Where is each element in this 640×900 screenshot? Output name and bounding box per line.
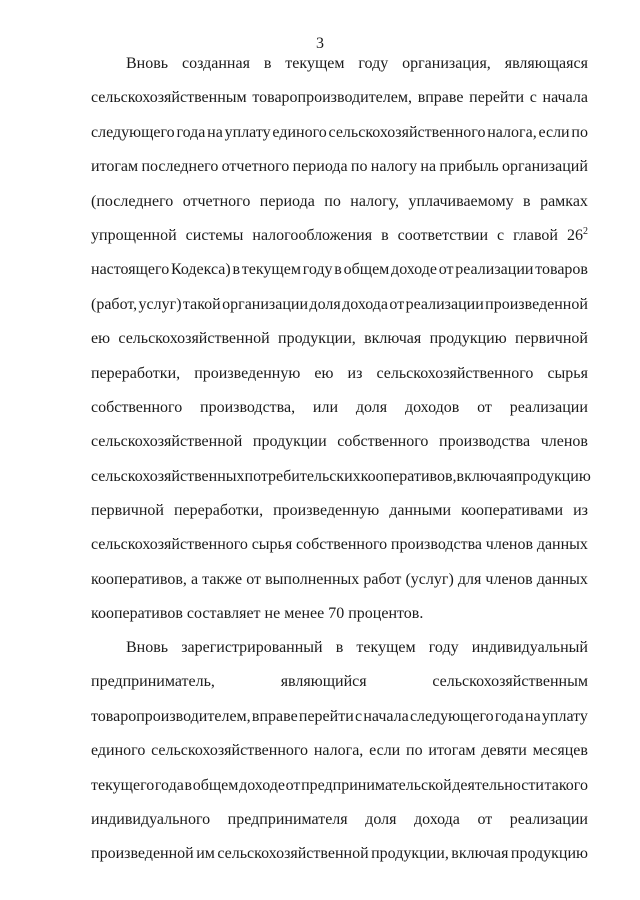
text-line: кооперативов, а также от выполненных работ (услуг) для членов данных: [91, 570, 588, 588]
text-line: произведенной им сельскохозяйственной продукции, включая продукцию: [91, 845, 588, 863]
text-line: текущего года в общем доходе от предпринимательской деятельности такого: [91, 776, 588, 794]
paragraph-new-organization: [91, 47, 591, 632]
text-line: предприниматель, являющийся сельскохозяйственным: [91, 673, 588, 691]
page-number: 3: [316, 35, 324, 52]
text-line: сельскохозяйственным товаропроизводителем, вправе перейти с начала: [91, 89, 588, 107]
text-line: настоящего Кодекса) в текущем году в общем доходе от реализации товаров: [91, 261, 588, 279]
text-line: итогам последнего отчетного периода по налогу на прибыль организаций: [91, 158, 588, 176]
text-line: сельскохозяйственного сырья собственного производства членов данных: [91, 536, 588, 554]
text-line: собственного производства, или доля доходов от реализации: [91, 398, 588, 416]
text-line: переработки, произведенную ею из сельскохозяйственного сырья: [91, 364, 588, 382]
text-line: индивидуального предпринимателя доля дохода от реализации: [91, 810, 588, 828]
paragraph-new-entrepreneur: [91, 631, 588, 872]
text-line: Вновь зарегистрированный в текущем году индивидуальный: [126, 639, 588, 656]
text-line: товаропроизводителем, вправе перейти с начала следующего года на уплату: [91, 707, 588, 725]
text-line: Вновь созданная в текущем году организация, являющаяся: [126, 55, 588, 72]
text-line: (последнего отчетного периода по налогу, уплачиваемому в рамках: [91, 192, 588, 210]
text-line: упрощенной системы налогообложения в соответствии с главой $26^2$: [91, 225, 588, 244]
text-line: ею сельскохозяйственной продукции, включая продукцию первичной: [91, 330, 588, 348]
chapter-superscript: 2: [582, 225, 588, 237]
text-line: сельскохозяйственных потребительских кооперативов, включая продукцию: [91, 467, 591, 485]
text-line: следующего года на уплату единого сельскохозяйственного налога, если по: [91, 123, 588, 141]
text-line: сельскохозяйственной продукции собственного производства членов: [91, 433, 588, 451]
text-line: первичной переработки, произведенную данными кооперативами из: [91, 502, 588, 520]
text-line: (работ, услуг) такой организации доля дохода от реализации произведенной: [91, 295, 588, 313]
text-line: кооперативов составляет не менее 70 процентов.: [91, 605, 424, 623]
text-line: единого сельскохозяйственного налога, если по итогам девяти месяцев: [91, 742, 588, 760]
